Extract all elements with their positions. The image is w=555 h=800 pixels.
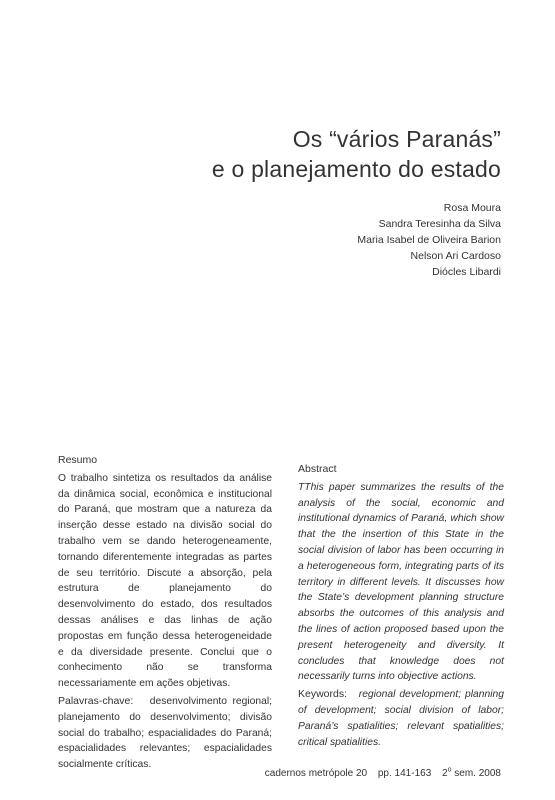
keywords (298, 687, 504, 750)
abstract-heading: Abstract (298, 463, 337, 475)
page-range: pp. 141-163 (377, 768, 432, 780)
author-name: Maria Isabel de Oliveira Barion (357, 234, 501, 246)
resumo-heading: Resumo (58, 454, 98, 466)
title-line-2: e o planejamento do estado (211, 156, 501, 182)
palavras-chave-label: Palavras-chave: (58, 694, 134, 707)
page-footer (257, 767, 501, 779)
journal-name: cadernos metrópole 20 (264, 768, 368, 780)
issue-number: 2 (442, 768, 448, 780)
issue-semester: sem. 2008 (451, 768, 501, 780)
abstract-text: TThis paper summarizes the results of the analysis of the social, economic and institutional dynamics of Paraná, which show that the the insertion of this State in the social division of labor has been occurring in a heterogeneous form, integrating parts of its territory in different levels. It discusses how the State’s development planning structure absorbs the outcomes of this analysis and the lines of action proposed based upon the present heterogeneity and diversity. It concludes that knowledge does not necessarily turns into objective actions. (298, 481, 504, 683)
keywords-text: regional development; planning of development; social division of labor; Paraná’s spatialities; relevant spatialities; critical spatialities. (298, 689, 504, 748)
author-name: Rosa Moura (443, 202, 501, 214)
article-title (212, 124, 501, 184)
author-name: Diócles Libardi (432, 266, 501, 278)
author-name: Sandra Teresinha da Silva (378, 218, 501, 230)
title-line-1: Os “vários Paranás” (292, 126, 501, 152)
issue-info (442, 768, 501, 779)
resumo-text: O trabalho sintetiza os resultados da análise da dinâmica social, econômica e institucional do Paraná, que mostram que a natureza da inserção desse estado na divisão social do trabalho vem se dando heterogeneamente, tornando diferentemente integradas as partes de seu território. Discute a absorção, pela estrutura de planejamento do desenvolvimento do estado, dos resultados dessas análises e das linhas de ação propostas em função dessa heterogeneidade e da diversidade presente. Conclui que o conhecimento não se transforma necessariamente em ações objetivas. (58, 472, 272, 690)
palavras-chave-text: desenvolvimento regional; planejamento do desenvolvimento; divisão social do trabalho; espacialidades do Paraná; espacialidades relevantes; espacialidades socialmente críticas. (58, 695, 272, 771)
author-name: Nelson Ari Cardoso (410, 250, 501, 262)
keywords-label: Keywords: (298, 688, 348, 701)
palavras-chave (58, 694, 272, 773)
abstract-section (298, 462, 504, 750)
issue-ordinal: o (447, 767, 452, 774)
resumo-section (58, 448, 272, 773)
author-list (357, 200, 501, 280)
